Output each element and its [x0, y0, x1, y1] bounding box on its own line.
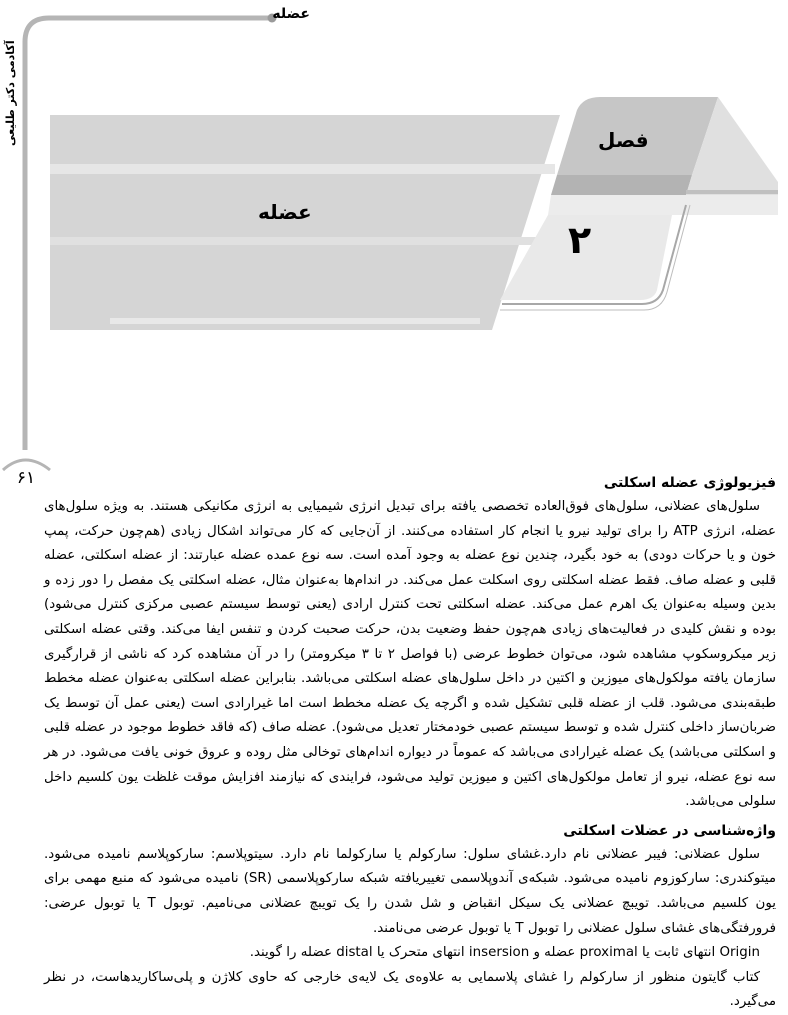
section-heading: واژه‌شناسی در عضلات اسکلتی: [563, 822, 776, 839]
running-title: عضله: [272, 6, 310, 22]
section-heading: فیزیولوژی عضله اسکلتی: [603, 475, 776, 491]
side-label: آکادمی دکتر طلیعی: [4, 40, 17, 146]
paragraph: سلول‌های عضلانی، سلول‌های فوق‌العاده تخصصی یافته برای تبدیل انرژی شیمیایی به انرژی مکانیکی هستند. به ویژه سلول‌های عضله، انرژی ATP را برای تولید نیرو یا انجام کار استفاده می‌کنند. از آن‌جایی که کار می‌تواند اشکال زیادی (هم‌چون حرکت، پمپ خون و یا حرکات دودی) به خود بگیرد، چندین نوع عضله به وجود آمده است. سه نوع عمده عضله عبارتند: از عضله اسکلتی، عضله قلبی و عضله صاف. فقط عضله اسکلتی روی اسکلت عمل می‌کند. در اندام‌ها به‌عنوان مثال، عضله اسکلتی یک مفصل را دور زده و بدین وسیله به‌عنوان یک اهرم عمل می‌کند. عضله اسکلتی تحت کنترل ارادی (یعنی توسط سیستم عصبی مرکزی کنترل می‌شود) بوده و نقش کلیدی در فعالیت‌های زیادی هم‌چون حفظ وضعیت بدن، حرکت صحبت کردن و تنفس ایفا می‌کند. وقتی عضله اسکلتی زیر میکروسکوپ مشاهده شود، می‌توان خطوط عرضی (با فواصل ۲ تا ۳ میکرومتر) را در آن مشاهده کرد که ناشی از قرارگیری سازمان یافته مولکول‌های میوزین و اکتین در داخل سلول‌های عضله اسکلتی می‌باشد. بنابراین عضله اسکلتی به‌عنوان عضله مخطط طبقه‌بندی می‌شود. قلب از عضله قلبی تشکیل شده و اگرچه یک عضله مخطط است اما غیرارادی است (یعنی عمل آن توسط یک ضربان‌ساز داخلی کنترل شده و توسط سیستم عصبی خودمختار تعدیل می‌شود). عضله صاف (که فاقد خطوط موجود در عضله قلبی و اسکلتی می‌باشد) یک عضله غیرارادی می‌باشد که عموماً در دیواره اندام‌های توخالی مثل روده و عروق خونی یافت می‌شود. در هر سه نوع عضله، نیرو از تعامل مولکول‌های اکتین و میوزین تولید می‌شود، فرایندی که نیازمند افزایش موقت غلظت یون کلسیم داخل سلولی می‌باشد.: [44, 499, 777, 810]
chapter-banner: [50, 97, 778, 330]
paragraph: کتاب گایتون منظور از سارکولم را غشای پلاسمایی به علاوه‌ی یک لایه‌ی خارجی که حاوی کلاژن و پلی‌ساکاریدهاست، در نظر می‌گیرد.: [44, 969, 776, 1010]
paragraph: Origin انتهای ثابت یا proximal عضله و insersion انتهای متحرک یا distal عضله را گویند.: [249, 945, 760, 961]
page-number: ۶۱: [16, 468, 36, 488]
paragraph: سلول عضلانی: فیبر عضلانی نام دارد.غشای سلول: سارکولم یا سارکولما نام دارد. سیتوپلاسم: سارکوپلاسم نامیده می‌شود. میتوکندری: سارکوزوم نامیده می‌شود. شبکه‌ی آندوپلاسمی تغییریافته شبکه سارکوپلاسمی (SR) نامیده می‌شود که منبع مهمی برای یون کلسیم می‌باشد. تویبچ عضلانی یک سیکل انقباض و شل شدن را یک تویبچ عضلانی می‌نامیم. توبول T یا توبول عرضی: فرورفتگی‌های غشای سلول عضلانی را توبول T یا توبول عرضی می‌نامند.: [44, 846, 777, 936]
body-text: [44, 471, 776, 1015]
chapter-word: فصل: [598, 128, 649, 152]
chapter-title: عضله: [258, 200, 312, 224]
chapter-number: ۲: [568, 218, 592, 262]
